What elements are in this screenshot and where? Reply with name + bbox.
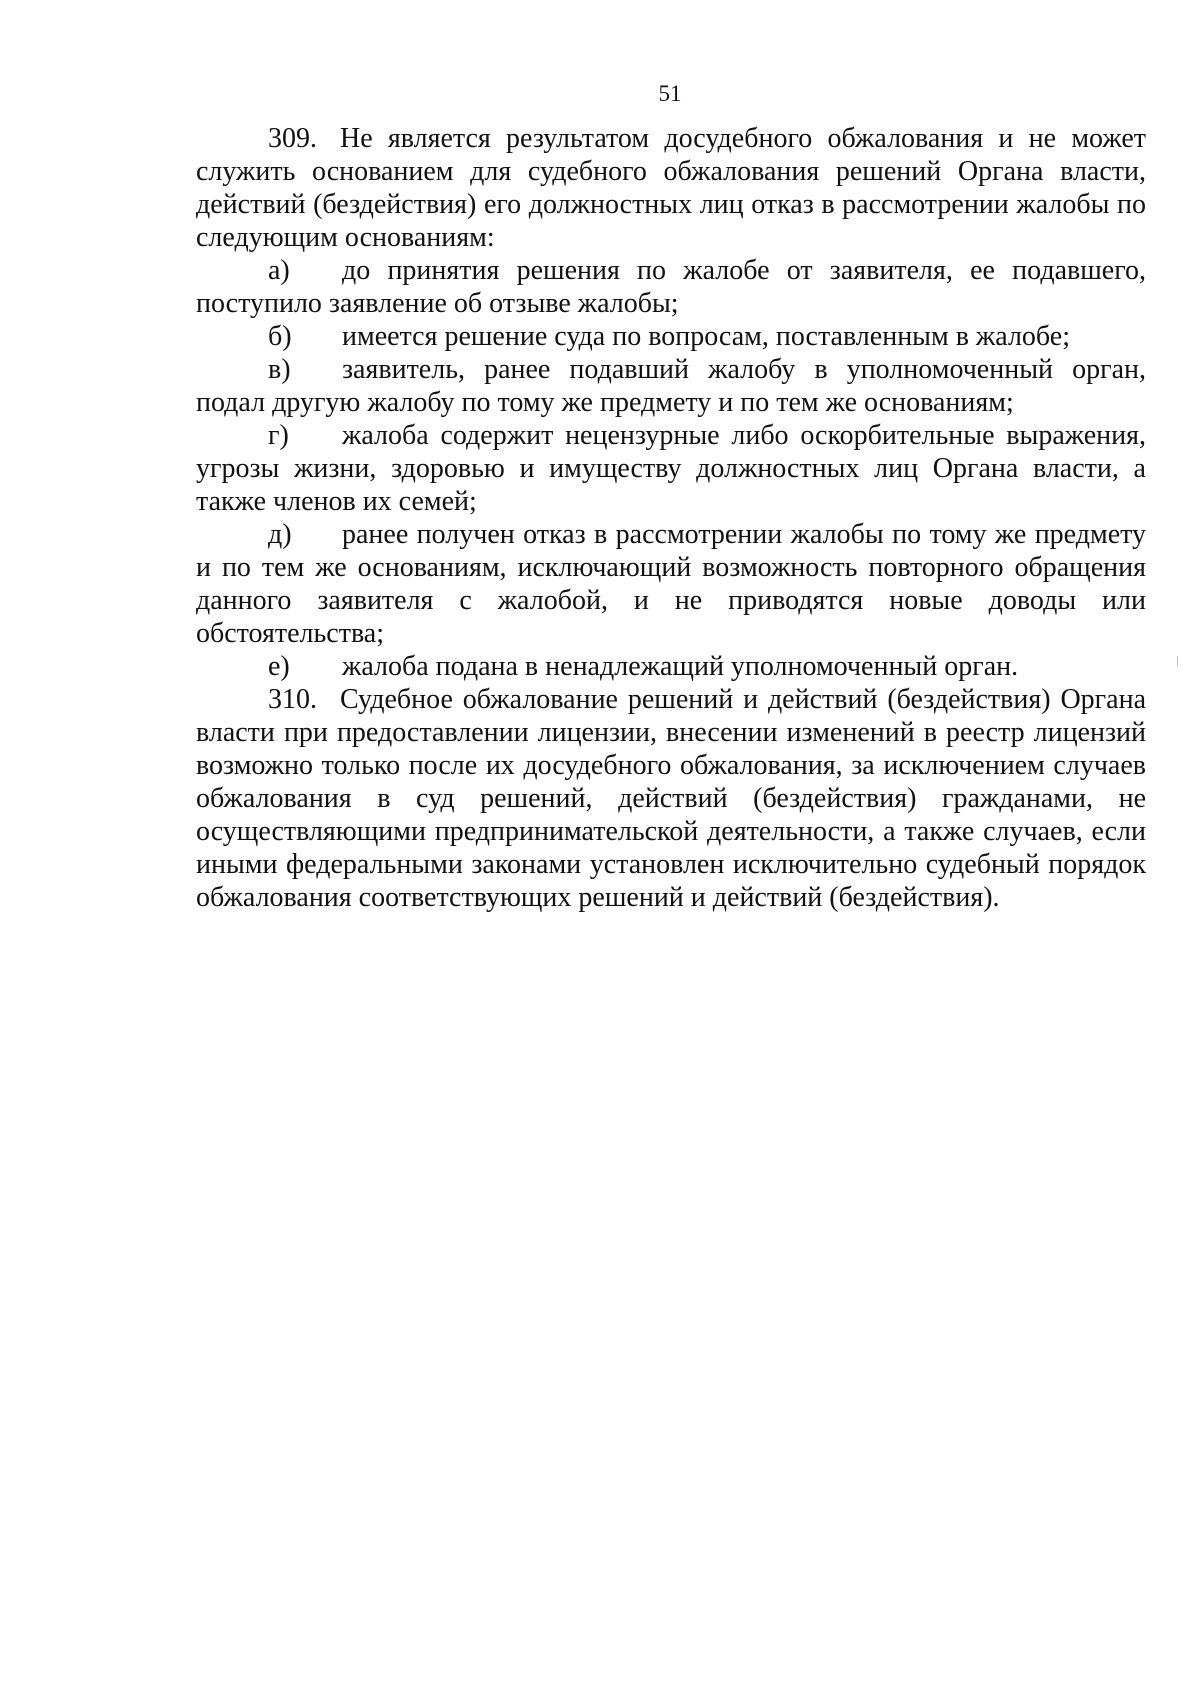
scan-artifact (1177, 656, 1178, 666)
paragraph-number: 309. (268, 123, 317, 154)
list-item-label: б) (268, 321, 292, 352)
paragraph-310 (196, 683, 1146, 914)
list-item-label: е) (268, 651, 290, 682)
list-item-text: ранее получен отказ в рассмотрении жалобы по тому же предмету и по тем же основаниям, исключающий возможность повторного обращения данного заявителя с жалобой, и не приводятся новые доводы или обстоятельства; (196, 519, 1146, 649)
list-item-label: в) (268, 354, 291, 385)
paragraph-text: Судебное обжалование решений и действий (бездействия) Органа власти при предоставлении лицензии, внесении изменений в реестр лицензий возможно только после их досудебного обжалования, за исключением случаев обжалования в суд решений, действий (бездействия) гражданами, не осуществляющими предпринимательской деятельности, а также случаев, если иными федеральными законами установлен исключительно судебный порядок обжалования соответствующих решений и действий (бездействия). (196, 684, 1146, 913)
list-item-label: а) (268, 255, 290, 286)
list-item-text: жалоба содержит нецензурные либо оскорбительные выражения, угрозы жизни, здоровью и имуществу должностных лиц Органа власти, а также членов их семей; (196, 420, 1146, 517)
list-item-d (196, 518, 1146, 650)
list-item-g (196, 419, 1146, 518)
list-item-text: заявитель, ранее подавший жалобу в уполномоченный орган, подал другую жалобу по тому же предмету и по тем же основаниям; (196, 354, 1146, 418)
paragraph-number: 310. (268, 684, 317, 715)
list-item-v (196, 353, 1146, 419)
list-item-text: жалоба подана в ненадлежащий уполномоченный орган. (342, 651, 1019, 682)
document-body (196, 122, 1146, 914)
list-item-text: до принятия решения по жалобе от заявителя, ее подавшего, поступило заявление об отзыве жалобы; (196, 255, 1146, 319)
paragraph-309 (196, 122, 1146, 254)
list-item-text: имеется решение суда по вопросам, поставленным в жалобе; (342, 321, 1070, 352)
list-item-e (196, 650, 1146, 683)
list-item-label: г) (268, 420, 289, 451)
list-item-label: д) (268, 519, 292, 550)
page-number: 51 (658, 81, 682, 106)
list-item-b (196, 320, 1146, 353)
list-item-a (196, 254, 1146, 320)
paragraph-text: Не является результатом досудебного обжалования и не может служить основанием для судебного обжалования решений Органа власти, действий (бездействия) его должностных лиц отказ в рассмотрении жалобы по следующим основаниям: (196, 123, 1146, 253)
